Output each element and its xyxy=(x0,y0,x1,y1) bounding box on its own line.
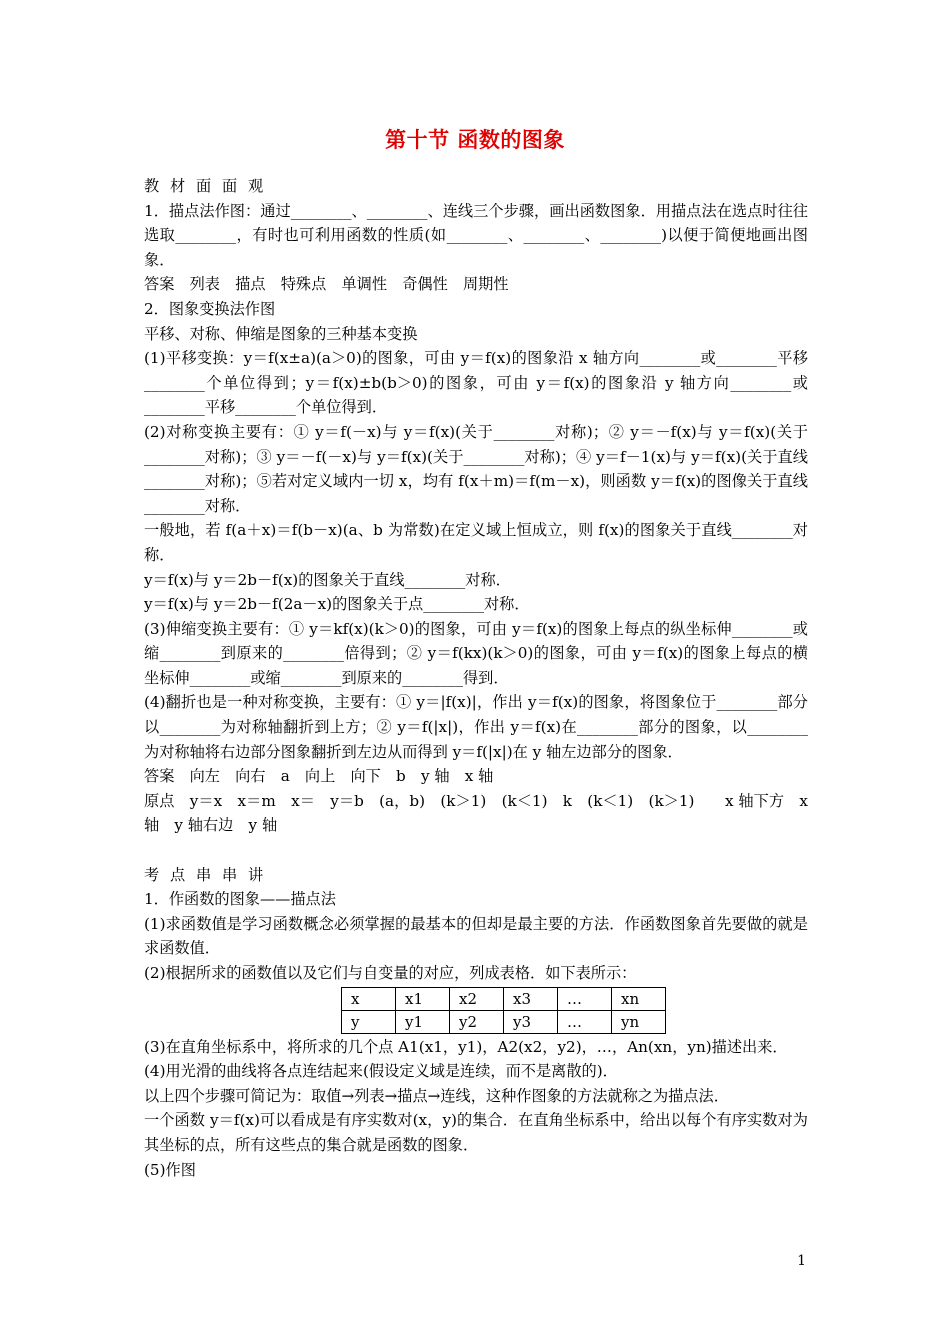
paragraph: 2．图象变换法作图 xyxy=(144,299,276,318)
paragraph: y＝f(x)与 y＝2b－f(x)的图象关于直线________对称． xyxy=(144,570,511,589)
paragraph: 一般地，若 f(a＋x)＝f(b－x)(a、b 为常数)在定义域上恒成立，则 f(x)的图象关于直线________对称． xyxy=(144,521,808,564)
paragraph: (5)作图 xyxy=(144,1160,196,1179)
spacer xyxy=(144,838,808,863)
table-cell: y3 xyxy=(504,1010,558,1033)
paragraph: (2)对称变换主要有：① y＝f(－x)与 y＝f(x)(关于________对称)；② y＝－f(x)与 y＝f(x)(关于________对称)；③ y＝－f(－x)与 y＝f(x)(关于________对称)；④ y＝f－1(x)与 y＝f(x)(关于直线________对称)；⑤若对定义域内一切 x，均有 f(x＋m)＝f(m－x)，则函数 y＝f(x)的图像关于直线________对称． xyxy=(144,422,808,515)
value-table xyxy=(341,987,666,1034)
paragraph: 一个函数 y＝f(x)可以看成是有序实数对(x，y)的集合．在直角坐标系中，给出以每个有序实数对为其坐标的点，所有这些点的集合就是函数的图象． xyxy=(144,1111,808,1154)
table-cell: yn xyxy=(612,1010,666,1033)
page-number: 1 xyxy=(797,1253,806,1269)
paragraph: (4)翻折也是一种对称变换，主要有：① y＝|f(x)|，作出 y＝f(x)的图象，将图象位于________部分以________为对称轴翻折到上方；② y＝f(|x|)，作出 y＝f(x)在________部分的图象，以________为对称轴将右边部分图象翻折到左边从而得到 y＝f(|x|)在 y 轴左边部分的图象． xyxy=(144,693,808,761)
table-cell: xn xyxy=(612,987,666,1010)
paragraph: 1．描点法作图：通过________、________、连线三个步骤，画出函数图象．用描点法在选点时往往选取________，有时也可利用函数的性质(如________、________、________)以便于简便地画出图象． xyxy=(144,201,808,269)
paragraph: (3)在直角坐标系中，将所求的几个点 A1(x1，y1)，A2(x2，y2)，…，An(xn，yn)描述出来． xyxy=(144,1037,788,1056)
table-row xyxy=(342,1010,666,1033)
page-title: 第十节 函数的图象 xyxy=(385,127,565,152)
answer-line: 答案 向左 向右 a 向上 向下 b y 轴 x 轴 xyxy=(144,767,494,786)
paragraph: (1)平移变换：y＝f(x±a)(a＞0)的图象，可由 y＝f(x)的图象沿 x 轴方向________或________平移________个单位得到；y＝f(x)±b(b＞0)的图象，可由 y＝f(x)的图象沿 y 轴方向________或________平移________个单位得到． xyxy=(144,349,808,417)
table-cell: x1 xyxy=(396,987,450,1010)
answer-line: 原点 y＝x x＝m x＝ y＝b (a，b) (k＞1) (k＜1) k (k＜1) (k＞1) x 轴下方 x 轴 y 轴右边 y 轴 xyxy=(144,791,808,835)
paragraph: 1．作函数的图象——描点法 xyxy=(144,890,336,909)
section-header-textbook: 教 材 面 面 观 xyxy=(144,177,267,195)
table-cell: y2 xyxy=(450,1010,504,1033)
paragraph: (2)根据所求的函数值以及它们与自变量的对应，列成表格．如下表所示： xyxy=(144,964,637,982)
table-cell: y1 xyxy=(396,1010,450,1033)
paragraph: (4)用光滑的曲线将各点连结起来(假设定义域是连续，而不是离散的)． xyxy=(144,1062,618,1081)
table-cell: x xyxy=(342,987,396,1010)
table-cell: x3 xyxy=(504,987,558,1010)
paragraph: 平移、对称、伸缩是图象的三种基本变换 xyxy=(144,324,418,343)
paragraph: y＝f(x)与 y＝2b－f(2a－x)的图象关于点________对称． xyxy=(144,595,530,614)
paragraph: (1)求函数值是学习函数概念必须掌握的最基本的但却是最主要的方法．作函数图象首先要做的就是求函数值． xyxy=(144,914,808,958)
section-header-key-points: 考 点 串 串 讲 xyxy=(144,865,267,884)
table-cell: x2 xyxy=(450,987,504,1010)
paragraph: (3)伸缩变换主要有：① y＝kf(x)(k＞0)的图象，可由 y＝f(x)的图象上每点的纵坐标伸________或缩________到原来的________倍得到；② y＝f(kx)(k＞0)的图象，可由 y＝f(x)的图象上每点的横坐标伸________或缩________到原来的________得到． xyxy=(144,619,808,687)
table-cell: y xyxy=(342,1010,396,1033)
paragraph: 以上四个步骤可简记为：取值→列表→描点→连线，这种作图象的方法就称之为描点法． xyxy=(144,1086,729,1105)
table-cell: … xyxy=(558,987,612,1010)
table-row xyxy=(342,987,666,1010)
answer-line: 答案 列表 描点 特殊点 单调性 奇偶性 周期性 xyxy=(144,275,509,294)
table-cell: … xyxy=(558,1010,612,1033)
main-content xyxy=(144,174,808,1182)
